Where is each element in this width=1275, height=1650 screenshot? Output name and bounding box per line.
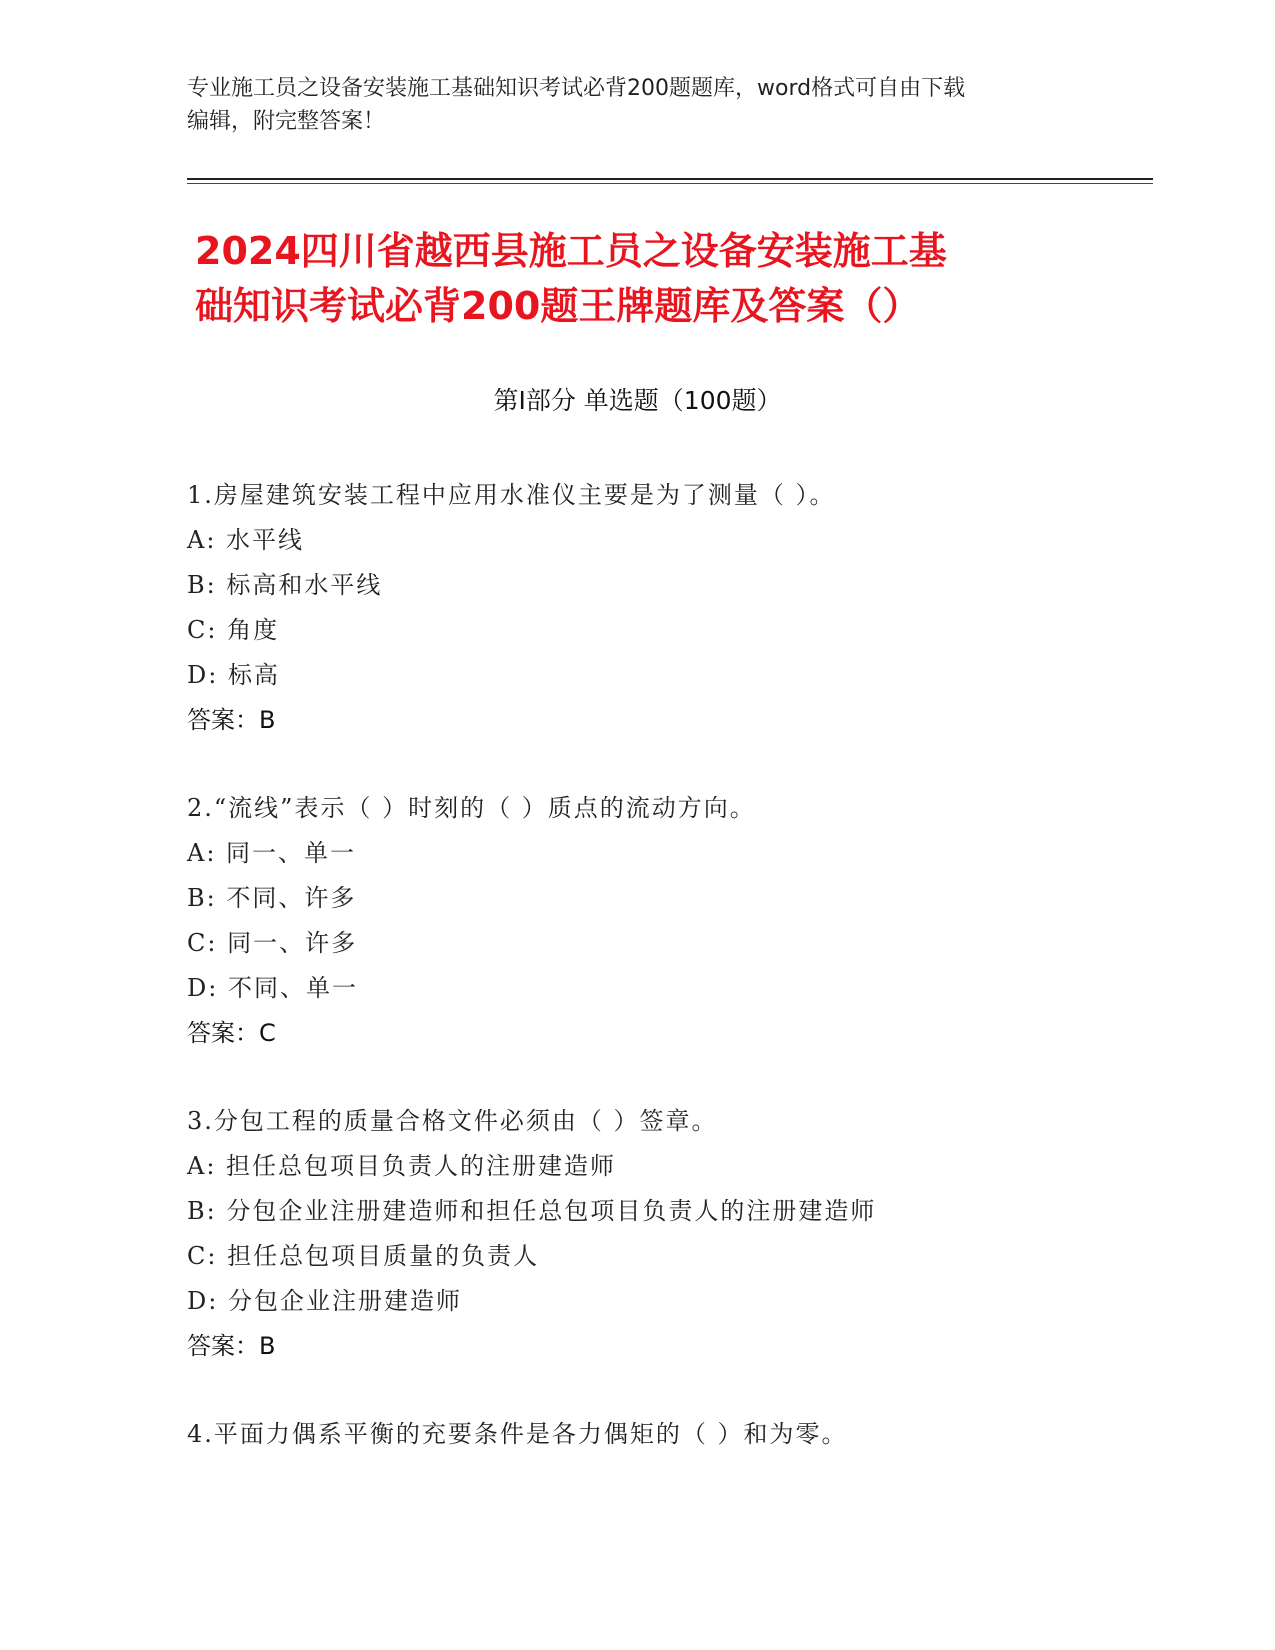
option-a: A: 水平线 [187, 526, 305, 554]
option-d: D: 不同、单一 [187, 974, 358, 1002]
header-note-line-1: 专业施工员之设备安装施工基础知识考试必背200题题库，word格式可自由下载 [187, 76, 966, 101]
question-1 [187, 473, 1137, 743]
header-divider-thick [187, 178, 1153, 180]
question-stem: 1.房屋建筑安装工程中应用水准仪主要是为了测量（ ）。 [187, 481, 836, 509]
header-divider-thin [187, 183, 1153, 184]
question-3 [187, 1099, 1137, 1369]
option-a: A: 同一、单一 [187, 839, 357, 867]
question-list [187, 473, 1137, 1500]
option-b: B: 标高和水平线 [187, 571, 383, 599]
question-stem: 2.“流线”表示（ ）时刻的（ ）质点的流动方向。 [187, 794, 756, 822]
header-note-line-2: 编辑，附完整答案！ [187, 109, 386, 134]
question-stem: 4.平面力偶系平衡的充要条件是各力偶矩的（ ）和为零。 [187, 1420, 848, 1448]
document-title-line-1: 2024四川省越西县施工员之设备安装施工基 [195, 229, 947, 273]
option-d: D: 分包企业注册建造师 [187, 1287, 462, 1315]
option-b: B: 不同、许多 [187, 884, 357, 912]
option-c: C: 同一、许多 [187, 929, 358, 957]
answer: 答案：B [187, 706, 276, 734]
question-stem: 3.分包工程的质量合格文件必须由（ ）签章。 [187, 1107, 718, 1135]
option-d: D: 标高 [187, 661, 280, 689]
answer: 答案：B [187, 1332, 276, 1360]
section-title: 第Ⅰ部分 单选题（100题） [493, 386, 782, 415]
question-2 [187, 786, 1137, 1056]
option-c: C: 担任总包项目质量的负责人 [187, 1242, 540, 1270]
option-b: B: 分包企业注册建造师和担任总包项目负责人的注册建造师 [187, 1197, 877, 1225]
document-title-line-2: 础知识考试必背200题王牌题库及答案（） [195, 284, 921, 328]
document-title [195, 224, 1095, 334]
option-a: A: 担任总包项目负责人的注册建造师 [187, 1152, 617, 1180]
option-c: C: 角度 [187, 616, 280, 644]
question-4 [187, 1412, 1137, 1457]
answer: 答案：C [187, 1019, 276, 1047]
header-note [187, 72, 1087, 138]
